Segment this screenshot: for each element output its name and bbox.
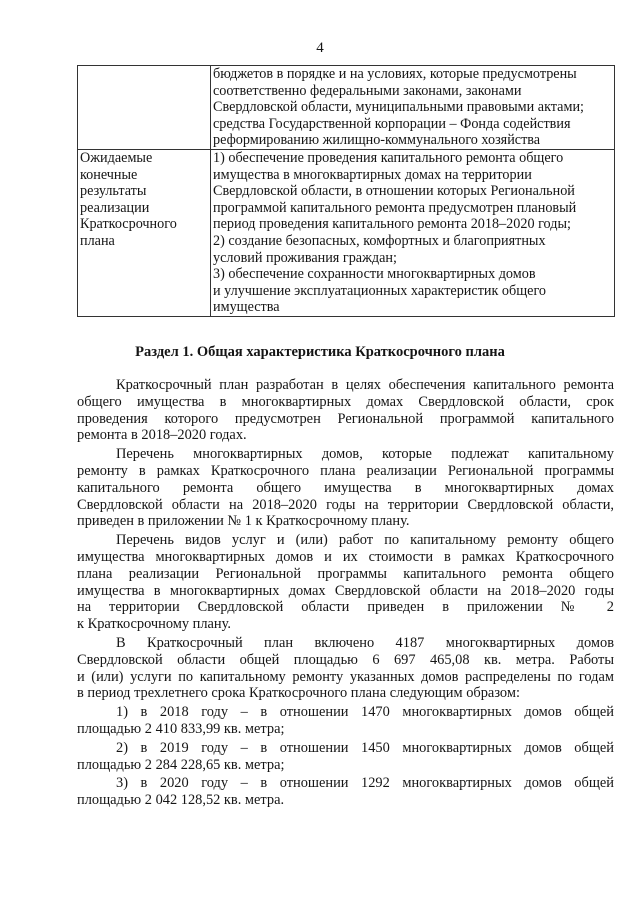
- label-line: Ожидаемые: [80, 149, 153, 166]
- text-line: Свердловской области, муниципальными правовыми актами;: [213, 99, 584, 116]
- text-line: площадью 2 042 128,52 кв. метра.: [77, 792, 285, 809]
- text-line: средства Государственной корпорации – Фонда содействия: [213, 115, 571, 132]
- text-line: Свердловской области общей площадью 6 697 465,08 кв. метра. Работы: [77, 651, 614, 668]
- text-line: имущества: [213, 299, 280, 316]
- text-line: на территории Свердловской области приведен в приложении № 2: [77, 599, 614, 616]
- list-item: [77, 704, 614, 738]
- text-line: имущества в многоквартирных домах Свердловской области на 2018–2020 годы: [77, 582, 614, 599]
- text-line: условий проживания граждан;: [213, 249, 397, 266]
- text-line: 3) в 2020 году – в отношении 1292 многоквартирных домов общей: [116, 775, 614, 792]
- table-cell-label: [78, 149, 211, 316]
- text-line: капитального ремонта общего имущества в многоквартирных домах: [77, 479, 614, 496]
- label-line: Краткосрочного: [80, 216, 177, 233]
- text-line: 3) обеспечение сохранности многоквартирных домов: [213, 266, 536, 283]
- text-line: плана реализации Региональной программы капитального ремонта общего: [77, 565, 614, 582]
- label-line: конечные: [80, 166, 138, 183]
- text-line: 2) в 2019 году – в отношении 1450 многоквартирных домов общей: [116, 739, 614, 756]
- page-number: 4: [316, 40, 324, 56]
- text-line: соответственно федеральными законами, законами: [213, 82, 522, 99]
- table-cell-value: [211, 149, 615, 316]
- text-line: Свердловской области, в отношении которых Региональной: [213, 183, 575, 200]
- text-line: к Краткосрочному плану.: [77, 616, 231, 633]
- text-line: Краткосрочный план разработан в целях обеспечения капитального ремонта: [116, 377, 614, 393]
- text-line: и улучшение эксплуатационных характеристик общего: [213, 282, 547, 299]
- list-item: [77, 775, 614, 809]
- paragraph: [77, 446, 614, 530]
- paragraph: [77, 532, 614, 633]
- text-line: Перечень многоквартирных домов, которые подлежат капитальному: [116, 446, 614, 463]
- text-line: ремонту в рамках Краткосрочного плана реализации Региональной программы: [77, 462, 614, 479]
- text-line: имущества в многоквартирных домах на территории: [213, 166, 532, 183]
- text-line: имущества многоквартирных домов и их стоимости в рамках Краткосрочного: [77, 548, 614, 565]
- text-line: проведения которого предусмотрен Региональной программой капитального: [77, 410, 614, 427]
- text-line: В Краткосрочный план включено 4187 многоквартирных домов: [116, 634, 614, 651]
- text-line: программой капитального ремонта предусмотрен плановый: [213, 199, 577, 216]
- text-line: период проведения капитального ремонта 2018–2020 годы;: [213, 216, 571, 233]
- text-line: приведен в приложении № 1 к Краткосрочному плану.: [77, 513, 410, 530]
- text-line: в период трехлетнего срока Краткосрочного плана следующим образом:: [77, 685, 520, 702]
- text-line: общего имущества в многоквартирных домах Свердловской области, срок: [77, 393, 614, 410]
- section-title: Раздел 1. Общая характеристика Краткосрочного плана: [135, 344, 505, 360]
- text-line: ремонта в 2018–2020 годах.: [77, 427, 247, 444]
- table-cell-value: [211, 66, 615, 150]
- text-line: 1) в 2018 году – в отношении 1470 многоквартирных домов общей: [116, 704, 614, 721]
- text-line: Свердловской области на 2018–2020 годы на территории Свердловской области,: [77, 496, 614, 513]
- table-cell-label: [78, 66, 211, 150]
- text-line: Перечень видов услуг и (или) работ по капитальному ремонту общего: [116, 532, 614, 549]
- text-line: бюджетов в порядке и на условиях, которые предусмотрены: [213, 66, 577, 82]
- label-line: плана: [80, 232, 115, 249]
- paragraph: [77, 377, 614, 444]
- text-line: и (или) услуги по капитальному ремонту указанных домов распределены по годам: [77, 668, 614, 685]
- text-line: 2) создание безопасных, комфортных и благоприятных: [213, 232, 546, 249]
- text-line: реформированию жилищно-коммунального хозяйства: [213, 132, 541, 149]
- list-item: [77, 740, 614, 774]
- text-line: площадью 2 284 228,65 кв. метра;: [77, 756, 285, 773]
- paragraph: [77, 635, 614, 702]
- table-row: [78, 149, 615, 316]
- text-line: 1) обеспечение проведения капитального ремонта общего: [213, 149, 564, 166]
- label-line: результаты: [80, 183, 147, 200]
- label-line: реализации: [80, 199, 150, 216]
- table-row: [78, 66, 615, 150]
- body-text: [77, 377, 614, 811]
- text-line: площадью 2 410 833,99 кв. метра;: [77, 720, 285, 737]
- passport-table: [77, 65, 615, 317]
